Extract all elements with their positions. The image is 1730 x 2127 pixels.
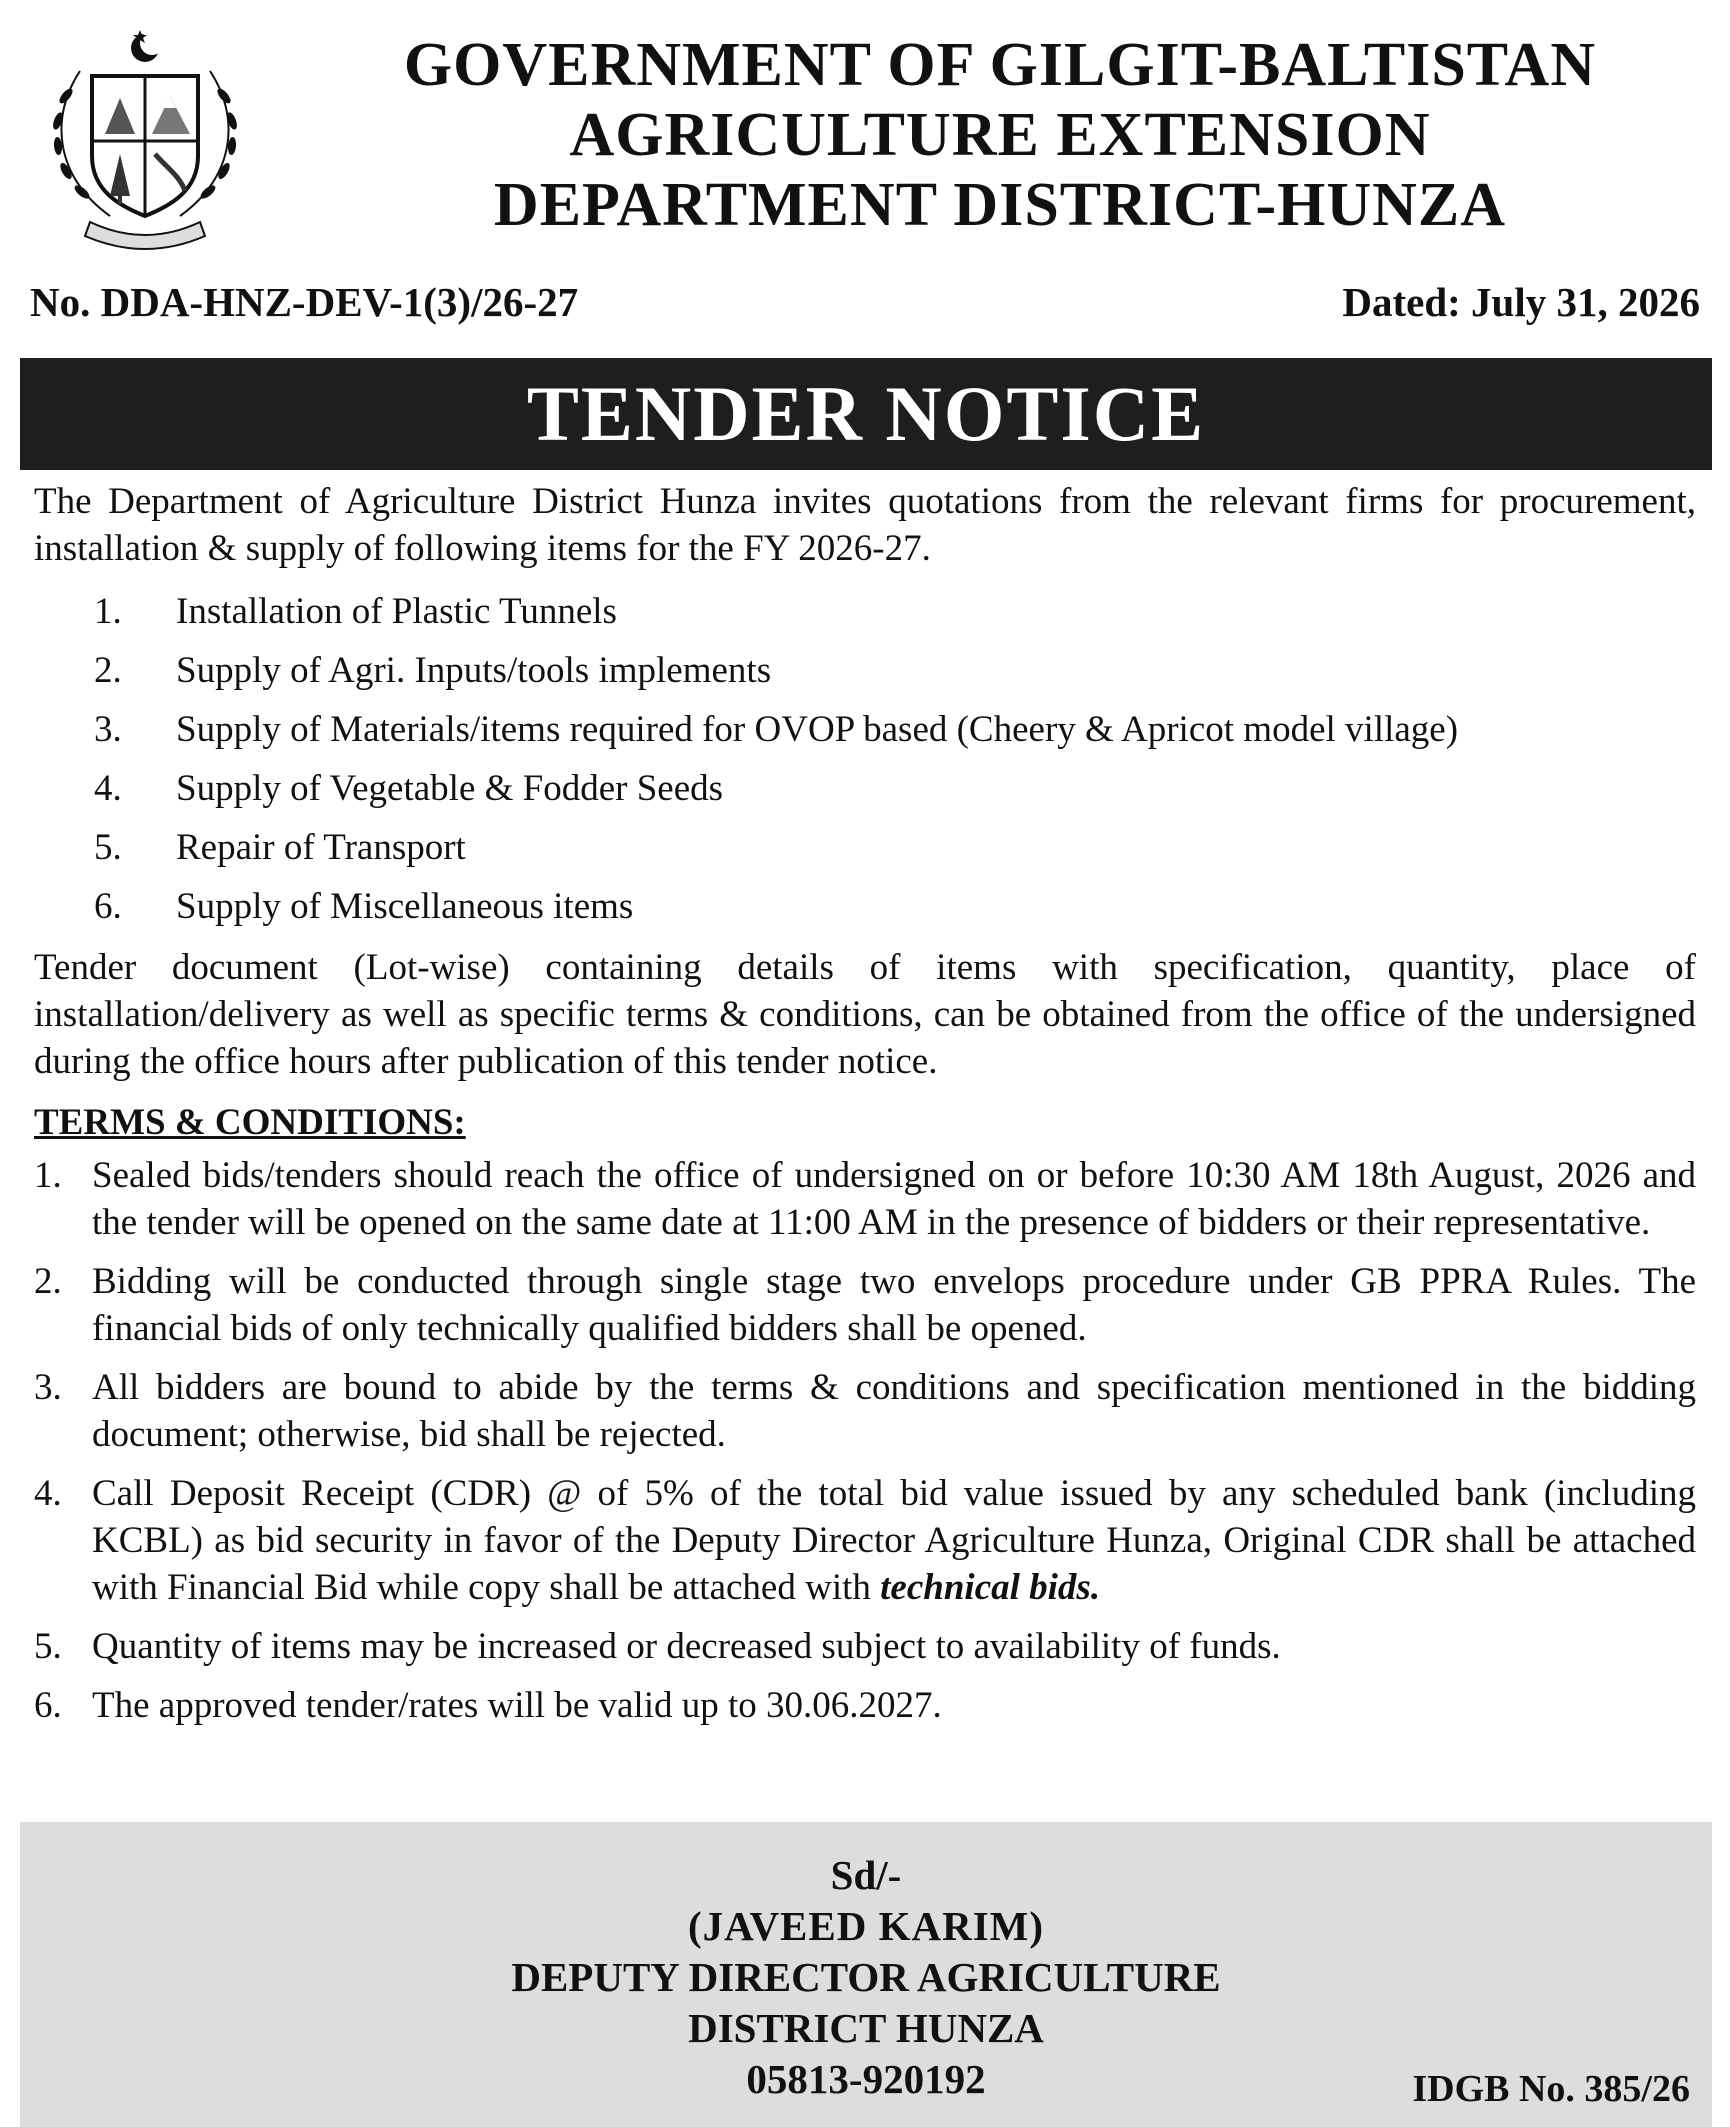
item-number: 6. (94, 886, 122, 927)
term-text: Sealed bids/tenders should reach the office of undersigned on or before 10:30 AM 18th August, 2026 and the tender will be opened on the same date at 11:00 AM in the presence of bidders or their representative. (92, 1155, 1696, 1243)
term-text: Bidding will be conducted through single stage two envelops procedure under GB PPRA Rules. The financial bids of only technically qualified bidders shall be opened. (92, 1261, 1696, 1349)
term-number: 1. (34, 1155, 62, 1196)
item-text: Supply of Miscellaneous items (176, 886, 634, 927)
notice-body (34, 478, 1696, 1741)
item-text: Supply of Vegetable & Fodder Seeds (176, 768, 724, 809)
term-number: 2. (34, 1261, 62, 1302)
notice-date: Dated: July 31, 2026 (1342, 279, 1700, 325)
government-title (300, 30, 1700, 240)
signature-sd: Sd/- (830, 1852, 902, 1898)
term-item (34, 1682, 1696, 1729)
list-item (34, 582, 1696, 641)
tender-notice-banner: TENDER NOTICE (20, 358, 1712, 470)
list-item (34, 700, 1696, 759)
item-text: Supply of Materials/items required for OVOP based (Cheery & Apricot model village) (176, 709, 1459, 750)
reference-number: No. DDA-HNZ-DEV-1(3)/26-27 (30, 279, 579, 325)
term-number: 4. (34, 1473, 62, 1514)
signatory-district: DISTRICT HUNZA (688, 2005, 1044, 2051)
term-item (34, 1470, 1696, 1611)
item-number: 2. (94, 650, 122, 691)
title-line-2: AGRICULTURE EXTENSION (569, 101, 1431, 169)
terms-heading: TERMS & CONDITIONS: (34, 1102, 466, 1143)
document-note-paragraph: Tender document (Lot-wise) containing details of items with specification, quantity, place of installation/delivery as well as specific terms & conditions, can be obtained from the office of the undersigned during the office hours after publication of this tender notice. (34, 947, 1696, 1082)
term-item (34, 1152, 1696, 1246)
signatory-name: (JAVEED KARIM) (687, 1903, 1045, 1949)
term-item (34, 1623, 1696, 1670)
term-text (92, 1470, 1696, 1611)
term-text-emphasis: technical bids. (880, 1567, 1101, 1608)
term-number: 5. (34, 1626, 62, 1667)
term-text-main: Call Deposit Receipt (CDR) @ of 5% of the total bid value issued by any scheduled bank (including KCBL) as bid security in favor of the Deputy Director Agriculture Hunza, Original CDR shall be attached with Financial Bid while copy shall be attached with (92, 1473, 1696, 1608)
list-item (34, 877, 1696, 936)
list-item (34, 641, 1696, 700)
item-number: 5. (94, 827, 122, 868)
term-text: The approved tender/rates will be valid up to 30.06.2027. (92, 1685, 942, 1726)
signature-box (20, 1822, 1712, 2127)
list-item (34, 759, 1696, 818)
item-number: 3. (94, 709, 122, 750)
intro-paragraph: The Department of Agriculture District Hunza invites quotations from the relevant firms for procurement, installation & supply of following items for the FY 2026-27. (34, 481, 1696, 569)
idgb-number: IDGB No. 385/26 (1412, 2068, 1690, 2110)
item-text: Installation of Plastic Tunnels (176, 591, 617, 632)
title-line-1: GOVERNMENT OF GILGIT-BALTISTAN (403, 31, 1597, 99)
list-item (34, 818, 1696, 877)
item-text: Repair of Transport (176, 827, 466, 868)
title-line-3: DEPARTMENT DISTRICT-HUNZA (493, 171, 1507, 239)
contact-phone: 05813-920192 (746, 2056, 986, 2102)
procurement-items-list (34, 582, 1696, 936)
term-item (34, 1258, 1696, 1352)
item-number: 4. (94, 768, 122, 809)
term-item (34, 1364, 1696, 1458)
item-number: 1. (94, 591, 122, 632)
term-number: 3. (34, 1367, 62, 1408)
term-text: Quantity of items may be increased or decreased subject to availability of funds. (92, 1626, 1281, 1667)
term-number: 6. (34, 1685, 62, 1726)
item-text: Supply of Agri. Inputs/tools implements (176, 650, 772, 691)
signatory-designation: DEPUTY DIRECTOR AGRICULTURE (511, 1954, 1221, 2000)
term-text: All bidders are bound to abide by the terms & conditions and specification mentioned in the bidding document; otherwise, bid shall be rejected. (92, 1367, 1696, 1455)
reference-row (30, 278, 1700, 334)
gilgit-baltistan-emblem-icon (40, 26, 250, 251)
terms-list (34, 1152, 1696, 1729)
